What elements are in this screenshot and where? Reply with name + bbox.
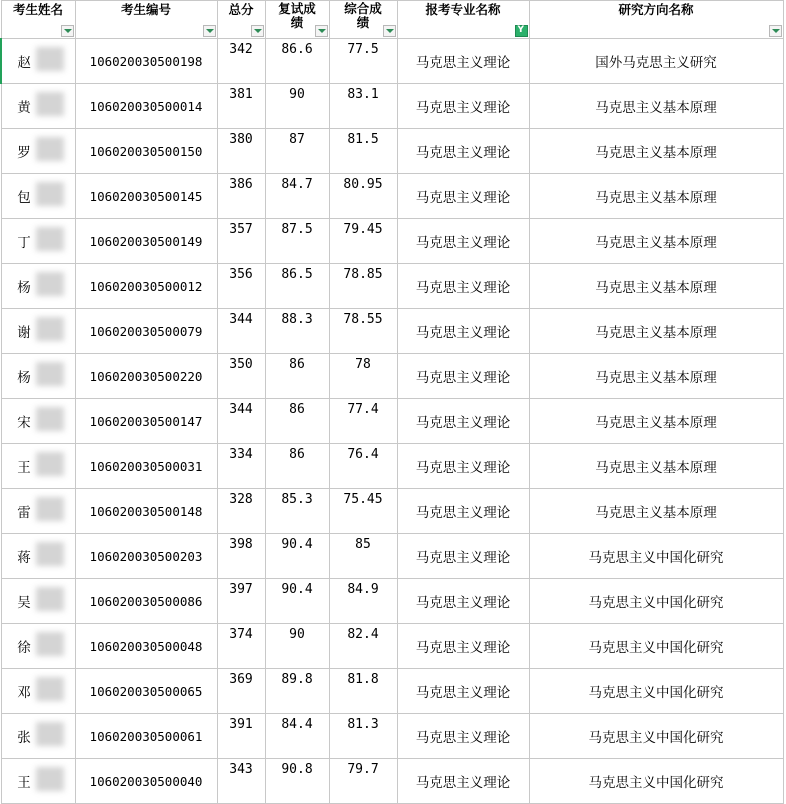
cell-major-text: 马克思主义理论 — [415, 595, 511, 611]
cell-major-text: 马克思主义理论 — [415, 280, 511, 296]
table-row — [1, 669, 783, 714]
cell-retest-text: 87.5 — [281, 222, 313, 237]
cell-major-text: 马克思主义理论 — [415, 235, 511, 251]
cell-composite-text: 79.7 — [347, 762, 379, 777]
filter-dropdown-icon[interactable] — [383, 25, 396, 37]
redaction-blur — [36, 182, 64, 206]
cell-total-text: 350 — [229, 357, 253, 372]
cell-retest-text: 88.3 — [281, 312, 313, 327]
cell-retest-text: 86 — [289, 402, 305, 417]
cell-name[interactable] — [1, 309, 75, 354]
cell-total-text: 398 — [229, 537, 253, 552]
cell-major-text: 马克思主义理论 — [415, 685, 511, 701]
cell-id-text: 106020030500150 — [89, 143, 203, 159]
cell-retest-text: 90.4 — [281, 582, 313, 597]
cell-direction[interactable] — [529, 129, 783, 174]
cell-retest[interactable] — [265, 579, 329, 624]
table-row — [1, 129, 783, 174]
table-row — [1, 174, 783, 219]
cell-id-text: 106020030500203 — [89, 548, 203, 564]
cell-composite-text: 76.4 — [347, 447, 379, 462]
redaction-blur — [36, 317, 64, 341]
cell-major[interactable] — [397, 129, 529, 174]
filter-dropdown-icon[interactable] — [61, 25, 74, 37]
cell-major[interactable] — [397, 624, 529, 669]
cell-id-text: 106020030500012 — [89, 278, 203, 294]
cell-total[interactable] — [217, 489, 265, 534]
cell-direction[interactable] — [529, 264, 783, 309]
table-row — [1, 309, 783, 354]
table-row — [1, 489, 783, 534]
cell-composite[interactable] — [329, 669, 397, 714]
redaction-blur — [36, 542, 64, 566]
cell-major-text: 马克思主义理论 — [415, 145, 511, 161]
cell-direction[interactable] — [529, 174, 783, 219]
cell-major-text: 马克思主义理论 — [415, 190, 511, 206]
cell-retest-text: 85.3 — [281, 492, 313, 507]
cell-direction[interactable] — [529, 534, 783, 579]
cell-direction[interactable] — [529, 714, 783, 759]
cell-composite[interactable] — [329, 354, 397, 399]
cell-retest[interactable] — [265, 759, 329, 804]
table-row — [1, 444, 783, 489]
cell-retest-text: 86.6 — [281, 42, 313, 57]
cell-direction-text: 马克思主义基本原理 — [595, 145, 717, 161]
cell-name-text: 雷 — [17, 505, 31, 521]
cell-name[interactable] — [1, 489, 75, 534]
cell-total-text: 386 — [229, 177, 253, 192]
table-row — [1, 759, 783, 804]
cell-major[interactable] — [397, 669, 529, 714]
redaction-blur — [36, 47, 64, 71]
cell-total-text: 381 — [229, 87, 253, 102]
cell-retest-text: 84.7 — [281, 177, 313, 192]
cell-id[interactable] — [75, 354, 217, 399]
cell-direction[interactable] — [529, 309, 783, 354]
cell-direction-text: 马克思主义基本原理 — [595, 325, 717, 341]
header-retest — [265, 1, 329, 39]
cell-composite[interactable] — [329, 579, 397, 624]
cell-composite-text: 82.4 — [347, 627, 379, 642]
cell-name-text: 罗 — [17, 145, 31, 161]
cell-total[interactable] — [217, 174, 265, 219]
cell-id-text: 106020030500086 — [89, 593, 203, 609]
header-label: 综合成绩 — [344, 1, 382, 30]
cell-retest-text: 84.4 — [281, 717, 313, 732]
cell-total[interactable] — [217, 39, 265, 84]
cell-name[interactable] — [1, 714, 75, 759]
redaction-blur — [36, 587, 64, 611]
cell-total-text: 342 — [229, 42, 253, 57]
cell-retest[interactable] — [265, 489, 329, 534]
cell-direction-text: 马克思主义基本原理 — [595, 100, 717, 116]
cell-composite[interactable] — [329, 84, 397, 129]
cell-composite[interactable] — [329, 534, 397, 579]
cell-id-text: 106020030500220 — [89, 368, 203, 384]
cell-composite-text: 80.95 — [343, 177, 383, 192]
cell-name-text: 杨 — [17, 280, 31, 296]
cell-id-text: 106020030500145 — [89, 188, 203, 204]
cell-direction[interactable] — [529, 39, 783, 84]
cell-retest[interactable] — [265, 444, 329, 489]
cell-total[interactable] — [217, 309, 265, 354]
table-row — [1, 399, 783, 444]
cell-name-text: 王 — [17, 775, 31, 791]
cell-major[interactable] — [397, 399, 529, 444]
cell-name-text: 宋 — [17, 415, 31, 431]
header-row — [1, 1, 783, 39]
cell-total-text: 357 — [229, 222, 253, 237]
table-row — [1, 264, 783, 309]
cell-id-text: 106020030500079 — [89, 323, 203, 339]
cell-retest-text: 90 — [289, 627, 305, 642]
cell-total-text: 356 — [229, 267, 253, 282]
cell-id-text: 106020030500014 — [89, 98, 203, 114]
cell-retest-text: 89.8 — [281, 672, 313, 687]
redaction-blur — [36, 92, 64, 116]
cell-total-text: 343 — [229, 762, 253, 777]
cell-direction[interactable] — [529, 624, 783, 669]
header-label: 总分 — [228, 2, 254, 17]
cell-total[interactable] — [217, 579, 265, 624]
cell-total[interactable] — [217, 444, 265, 489]
filter-dropdown-icon[interactable] — [251, 25, 264, 37]
cell-composite[interactable] — [329, 219, 397, 264]
cell-major-text: 马克思主义理论 — [415, 415, 511, 431]
cell-composite-text: 84.9 — [347, 582, 379, 597]
cell-major-text: 马克思主义理论 — [415, 55, 511, 71]
header-label: 研究方向名称 — [618, 2, 694, 17]
cell-name[interactable] — [1, 444, 75, 489]
cell-retest[interactable] — [265, 39, 329, 84]
cell-composite[interactable] — [329, 444, 397, 489]
cell-retest[interactable] — [265, 264, 329, 309]
header-label: 考生编号 — [120, 2, 171, 17]
cell-direction-text: 马克思主义中国化研究 — [588, 550, 724, 566]
filter-dropdown-icon[interactable] — [315, 25, 328, 37]
cell-retest-text: 86 — [289, 447, 305, 462]
redaction-blur — [36, 452, 64, 476]
cell-total-text: 374 — [229, 627, 253, 642]
table-row — [1, 84, 783, 129]
cell-major-text: 马克思主义理论 — [415, 550, 511, 566]
cell-major[interactable] — [397, 354, 529, 399]
cell-composite[interactable] — [329, 759, 397, 804]
cell-name[interactable] — [1, 534, 75, 579]
redaction-blur — [36, 272, 64, 296]
cell-name[interactable] — [1, 354, 75, 399]
redaction-blur — [36, 407, 64, 431]
cell-direction-text: 马克思主义中国化研究 — [588, 685, 724, 701]
cell-direction-text: 马克思主义中国化研究 — [588, 595, 724, 611]
table-row — [1, 534, 783, 579]
cell-name[interactable] — [1, 759, 75, 804]
header-direction — [529, 1, 783, 39]
cell-major-text: 马克思主义理论 — [415, 460, 511, 476]
cell-id-text: 106020030500048 — [89, 638, 203, 654]
cell-name[interactable] — [1, 129, 75, 174]
cell-name-text: 包 — [17, 190, 31, 206]
cell-direction[interactable] — [529, 354, 783, 399]
cell-retest-text: 87 — [289, 132, 305, 147]
cell-name-text: 赵 — [17, 55, 31, 71]
cell-name[interactable] — [1, 399, 75, 444]
table-row — [1, 354, 783, 399]
redaction-blur — [36, 722, 64, 746]
cell-retest[interactable] — [265, 534, 329, 579]
cell-composite-text: 81.5 — [347, 132, 379, 147]
cell-composite-text: 78 — [355, 357, 371, 372]
header-label: 报考专业名称 — [425, 2, 501, 17]
cell-id[interactable] — [75, 264, 217, 309]
redaction-blur — [36, 677, 64, 701]
cell-total[interactable] — [217, 759, 265, 804]
cell-direction[interactable] — [529, 399, 783, 444]
cell-name-text: 吴 — [17, 595, 31, 611]
header-label: 考生姓名 — [12, 2, 63, 17]
cell-composite-text: 78.85 — [343, 267, 383, 282]
cell-id-text: 106020030500061 — [89, 728, 203, 744]
filter-active-icon[interactable] — [515, 25, 528, 37]
cell-id[interactable] — [75, 579, 217, 624]
cell-total-text: 369 — [229, 672, 253, 687]
cell-composite[interactable] — [329, 309, 397, 354]
cell-total-text: 391 — [229, 717, 253, 732]
cell-major[interactable] — [397, 309, 529, 354]
cell-direction[interactable] — [529, 759, 783, 804]
cell-direction-text: 马克思主义基本原理 — [595, 370, 717, 386]
cell-major-text: 马克思主义理论 — [415, 640, 511, 656]
cell-id[interactable] — [75, 174, 217, 219]
cell-id[interactable] — [75, 39, 217, 84]
redaction-blur — [36, 632, 64, 656]
redaction-blur — [36, 137, 64, 161]
cell-name[interactable] — [1, 84, 75, 129]
cell-direction-text: 马克思主义基本原理 — [595, 235, 717, 251]
cell-major[interactable] — [397, 174, 529, 219]
cell-name[interactable] — [1, 174, 75, 219]
cell-major[interactable] — [397, 264, 529, 309]
cell-total-text: 344 — [229, 312, 253, 327]
cell-major-text: 马克思主义理论 — [415, 100, 511, 116]
cell-name-text: 王 — [17, 460, 31, 476]
cell-composite[interactable] — [329, 174, 397, 219]
cell-direction-text: 马克思主义基本原理 — [595, 460, 717, 476]
cell-composite[interactable] — [329, 624, 397, 669]
cell-major[interactable] — [397, 219, 529, 264]
cell-id[interactable] — [75, 669, 217, 714]
redaction-blur — [36, 362, 64, 386]
cell-total-text: 334 — [229, 447, 253, 462]
cell-name-text: 黄 — [17, 100, 31, 116]
cell-composite-text: 77.4 — [347, 402, 379, 417]
cell-total[interactable] — [217, 84, 265, 129]
cell-major-text: 马克思主义理论 — [415, 730, 511, 746]
cell-direction[interactable] — [529, 444, 783, 489]
cell-total[interactable] — [217, 129, 265, 174]
cell-id[interactable] — [75, 84, 217, 129]
cell-id[interactable] — [75, 759, 217, 804]
cell-id-text: 106020030500065 — [89, 683, 203, 699]
cell-direction[interactable] — [529, 669, 783, 714]
cell-id[interactable] — [75, 309, 217, 354]
cell-id-text: 106020030500031 — [89, 458, 203, 474]
cell-direction-text: 国外马克思主义研究 — [595, 55, 717, 71]
cell-retest[interactable] — [265, 624, 329, 669]
cell-id[interactable] — [75, 624, 217, 669]
table-row — [1, 579, 783, 624]
cell-id[interactable] — [75, 534, 217, 579]
cell-total-text: 380 — [229, 132, 253, 147]
cell-id-text: 106020030500147 — [89, 413, 203, 429]
filter-dropdown-icon[interactable] — [203, 25, 216, 37]
cell-composite-text: 78.55 — [343, 312, 383, 327]
cell-composite[interactable] — [329, 264, 397, 309]
cell-name[interactable] — [1, 624, 75, 669]
cell-composite-text: 85 — [355, 537, 371, 552]
cell-retest[interactable] — [265, 669, 329, 714]
cell-retest-text: 90.4 — [281, 537, 313, 552]
cell-major[interactable] — [397, 714, 529, 759]
cell-total-text: 397 — [229, 582, 253, 597]
cell-composite[interactable] — [329, 714, 397, 759]
cell-major[interactable] — [397, 84, 529, 129]
cell-direction-text: 马克思主义基本原理 — [595, 280, 717, 296]
cell-retest-text: 90.8 — [281, 762, 313, 777]
table-row — [1, 714, 783, 759]
cell-composite-text: 81.8 — [347, 672, 379, 687]
cell-composite-text: 83.1 — [347, 87, 379, 102]
cell-direction-text: 马克思主义中国化研究 — [588, 640, 724, 656]
cell-name[interactable] — [1, 39, 75, 84]
cell-total[interactable] — [217, 264, 265, 309]
cell-retest-text: 86 — [289, 357, 305, 372]
header-total — [217, 1, 265, 39]
cell-major-text: 马克思主义理论 — [415, 370, 511, 386]
cell-name-text: 徐 — [17, 640, 31, 656]
cell-major-text: 马克思主义理论 — [415, 325, 511, 341]
cell-name-text: 杨 — [17, 370, 31, 386]
cell-direction[interactable] — [529, 489, 783, 534]
cell-retest[interactable] — [265, 84, 329, 129]
table-row — [1, 624, 783, 669]
cell-name-text: 蒋 — [17, 550, 31, 566]
cell-name-text: 邓 — [17, 685, 31, 701]
cell-retest[interactable] — [265, 309, 329, 354]
cell-id[interactable] — [75, 129, 217, 174]
cell-retest-text: 86.5 — [281, 267, 313, 282]
cell-direction[interactable] — [529, 579, 783, 624]
cell-total[interactable] — [217, 534, 265, 579]
cell-direction-text: 马克思主义基本原理 — [595, 505, 717, 521]
cell-composite[interactable] — [329, 129, 397, 174]
cell-name-text: 张 — [17, 730, 31, 746]
cell-total[interactable] — [217, 624, 265, 669]
cell-major-text: 马克思主义理论 — [415, 505, 511, 521]
cell-total[interactable] — [217, 714, 265, 759]
cell-composite[interactable] — [329, 489, 397, 534]
cell-direction[interactable] — [529, 84, 783, 129]
cell-total[interactable] — [217, 399, 265, 444]
header-major — [397, 1, 529, 39]
cell-total[interactable] — [217, 354, 265, 399]
cell-direction-text: 马克思主义基本原理 — [595, 190, 717, 206]
cell-major[interactable] — [397, 489, 529, 534]
header-name — [1, 1, 75, 39]
cell-composite[interactable] — [329, 39, 397, 84]
cell-retest[interactable] — [265, 354, 329, 399]
cell-composite[interactable] — [329, 399, 397, 444]
cell-id[interactable] — [75, 444, 217, 489]
cell-name-text: 谢 — [17, 325, 31, 341]
redaction-blur — [36, 227, 64, 251]
filter-dropdown-icon[interactable] — [769, 25, 782, 37]
cell-total[interactable] — [217, 669, 265, 714]
cell-name-text: 丁 — [17, 235, 31, 251]
cell-id[interactable] — [75, 714, 217, 759]
cell-major[interactable] — [397, 444, 529, 489]
cell-major[interactable] — [397, 579, 529, 624]
cell-retest[interactable] — [265, 714, 329, 759]
cell-name[interactable] — [1, 669, 75, 714]
cell-composite-text: 79.45 — [343, 222, 383, 237]
table-row — [1, 39, 783, 84]
cell-retest[interactable] — [265, 219, 329, 264]
table-row — [1, 219, 783, 264]
cell-retest-text: 90 — [289, 87, 305, 102]
cell-retest[interactable] — [265, 129, 329, 174]
cell-name[interactable] — [1, 219, 75, 264]
cell-retest[interactable] — [265, 399, 329, 444]
cell-name[interactable] — [1, 579, 75, 624]
cell-direction-text: 马克思主义中国化研究 — [588, 775, 724, 791]
table-body — [1, 39, 783, 804]
cell-direction-text: 马克思主义基本原理 — [595, 415, 717, 431]
cell-id-text: 106020030500040 — [89, 773, 203, 789]
cell-id-text: 106020030500198 — [89, 53, 203, 69]
cell-id-text: 106020030500148 — [89, 503, 203, 519]
header-composite — [329, 1, 397, 39]
cell-direction-text: 马克思主义中国化研究 — [588, 730, 724, 746]
header-label: 复试成绩 — [278, 1, 316, 30]
cell-total-text: 344 — [229, 402, 253, 417]
cell-total-text: 328 — [229, 492, 253, 507]
cell-composite-text: 75.45 — [343, 492, 383, 507]
cell-retest[interactable] — [265, 174, 329, 219]
cell-composite-text: 77.5 — [347, 42, 379, 57]
redaction-blur — [36, 497, 64, 521]
cell-total[interactable] — [217, 219, 265, 264]
cell-name[interactable] — [1, 264, 75, 309]
cell-major[interactable] — [397, 534, 529, 579]
cell-major[interactable] — [397, 39, 529, 84]
redaction-blur — [36, 767, 64, 791]
cell-major[interactable] — [397, 759, 529, 804]
cell-id[interactable] — [75, 489, 217, 534]
cell-id-text: 106020030500149 — [89, 233, 203, 249]
cell-id[interactable] — [75, 219, 217, 264]
cell-major-text: 马克思主义理论 — [415, 775, 511, 791]
cell-composite-text: 81.3 — [347, 717, 379, 732]
cell-id[interactable] — [75, 399, 217, 444]
cell-direction[interactable] — [529, 219, 783, 264]
header-id — [75, 1, 217, 39]
